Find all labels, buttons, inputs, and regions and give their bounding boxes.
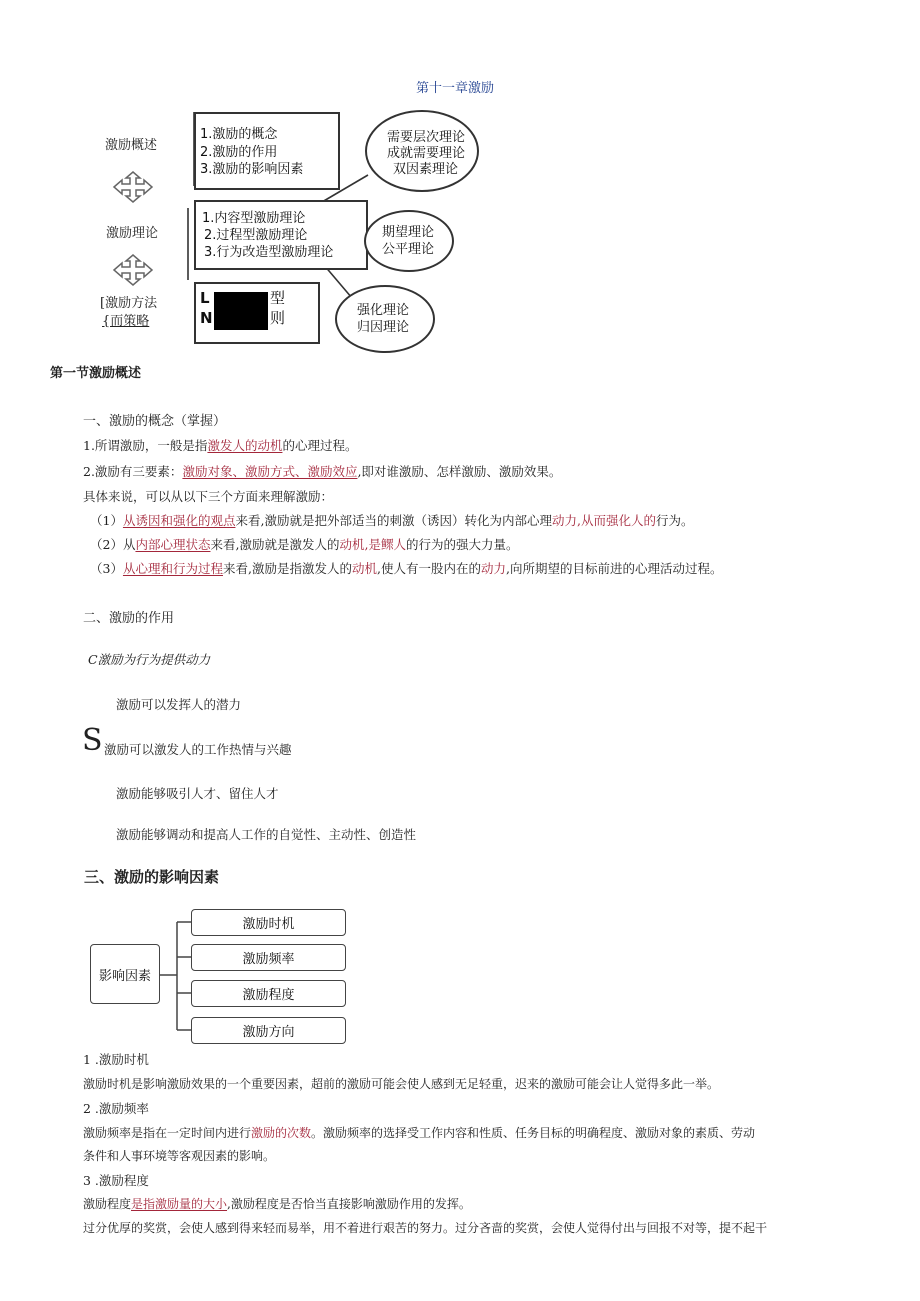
- text-span: 的行为的强大力量。: [405, 537, 519, 552]
- subheading-effects: 二、激励的作用: [83, 611, 175, 626]
- effect-item: 激励能够调动和提高人工作的自觉性、主动性、创造性: [116, 827, 417, 842]
- highlight-span: 动力: [551, 513, 577, 528]
- text-span: （3）: [90, 561, 123, 576]
- bubble3-line: 强化理论: [357, 303, 410, 318]
- highlight-span: 动力: [480, 561, 506, 576]
- highlight-span: 激励的次数: [251, 1126, 312, 1140]
- text-span: ,使人有一股内在的: [376, 561, 481, 576]
- diagram-label-theory: 激励理论: [106, 226, 159, 241]
- bubble2-line: 公平理论: [382, 242, 435, 257]
- detail-text: 激励时机是影响激励效果的一个重要因素，超前的激励可能会使人感到无足轻重，迟来的激励可能会让人觉得多此一举。: [83, 1077, 720, 1091]
- highlight-span: 动机: [339, 537, 365, 552]
- box2-line: 3.行为改造型激励理论: [204, 245, 334, 260]
- text-span: 。激励频率的选择受工作内容和性质、任务目标的明确程度、激励对象的素质、劳动: [311, 1126, 756, 1140]
- text-span: 来看,激励是指激发人的: [222, 561, 352, 576]
- highlight-span: 从心理和行为过程: [122, 561, 223, 576]
- detail-text: 过分优厚的奖赏，会使人感到得来轻而易举，用不着进行艰苦的努力。过分吝啬的奖赏，会使人觉得付出与回报不对等，提不起干: [83, 1221, 768, 1235]
- highlight-span: 激发人的动机: [207, 438, 283, 453]
- factor-frequency-box: 激励频率: [191, 944, 346, 971]
- factors-root-box: 影响因素: [90, 944, 160, 1004]
- text-span: ,即对谁激励、怎样激励、激励效果。: [357, 464, 562, 479]
- diagram-label-methods: [激励方法: [100, 296, 158, 311]
- factor-timing-box: 激励时机: [191, 909, 346, 936]
- text-span: （2）从: [90, 537, 136, 552]
- box1-line: 3.激励的影响因素: [200, 162, 304, 177]
- highlight-span: 激励对象、激励方式、激励效应: [182, 464, 358, 479]
- detail-text: [83, 1124, 755, 1141]
- highlight-span: ,从而强化人的: [576, 513, 656, 528]
- effect-item: 激励可以激发人的工作热情与兴趣: [104, 742, 292, 757]
- effect-item: 激励可以发挥人的潜力: [116, 697, 242, 712]
- text-span: ,激励程度是否恰当直接影响激励作用的发挥。: [227, 1197, 471, 1211]
- text-span: 来看,激励就是激发人的: [210, 537, 340, 552]
- detail-heading: 2 .激励频率: [83, 1101, 149, 1116]
- box3-text: L: [200, 289, 210, 307]
- highlight-span: 动机: [351, 561, 377, 576]
- text-span: 激励频率是指在一定时间内进行: [83, 1126, 252, 1140]
- bubble1-line: 双因素理论: [393, 162, 459, 177]
- subheading-concept: 一、激励的概念（掌握）: [83, 414, 227, 429]
- subheading-factors: 三、激励的影响因素: [84, 868, 220, 886]
- detail-text: 条件和人事环境等客观因素的影响。: [83, 1149, 276, 1163]
- box3-text: 型: [270, 289, 286, 307]
- detail-heading: 1 .激励时机: [83, 1052, 149, 1067]
- page-title: 第十一章激励: [416, 81, 495, 96]
- highlight-span: 内部心理状态: [135, 537, 211, 552]
- text-span: 2.激励有三要素：: [83, 464, 183, 479]
- detail-text: [83, 1195, 471, 1212]
- diagram-label-overview: 激励概述: [105, 138, 158, 153]
- bubble3-line: 归因理论: [357, 320, 410, 335]
- box3-text: N: [200, 309, 213, 327]
- text-span: 来看,激励就是把外部适当的刺激（诱因）转化为内部心理: [235, 513, 552, 528]
- box1-line: 1.激励的概念: [200, 127, 278, 142]
- section-heading: 第一节激励概述: [50, 366, 142, 381]
- box3-text: 则: [270, 309, 286, 327]
- text-span: 激励程度: [83, 1197, 132, 1211]
- box1-line: 2.激励的作用: [200, 145, 278, 160]
- bubble1-line: 需要层次理论: [387, 130, 466, 145]
- big-s-glyph: S: [82, 723, 103, 758]
- highlight-span: ,是鳏人: [364, 537, 406, 552]
- detail-heading: 3 .激励程度: [83, 1173, 149, 1188]
- text-span: ,向所期望的目标前进的心理活动过程。: [505, 561, 723, 576]
- highlight-span: 从诱因和强化的观点: [122, 513, 236, 528]
- bubble2-line: 期望理论: [382, 225, 435, 240]
- text-span: 行为。: [655, 513, 694, 528]
- bubble1-line: 成就需要理论: [387, 146, 466, 161]
- highlight-span: 是指激励量的大小: [131, 1197, 228, 1211]
- box2-line: 2.过程型激励理论: [204, 228, 308, 243]
- paragraph-3: 具体来说，可以从以下三个方面来理解激励：: [83, 489, 334, 504]
- effect-item: 激励能够吸引人才、留住人才: [116, 786, 279, 801]
- text-span: 的心理过程。: [282, 438, 358, 453]
- text-span: （1）: [90, 513, 123, 528]
- effect-item: C激励为行为提供动力: [88, 652, 211, 667]
- factor-direction-box: 激励方向: [191, 1017, 346, 1044]
- box2-line: 1.内容型激励理论: [202, 211, 306, 226]
- text-span: 1.所谓激励，一般是指: [83, 438, 208, 453]
- diagram-label-strategy: {而策略: [102, 314, 150, 329]
- factor-degree-box: 激励程度: [191, 980, 346, 1007]
